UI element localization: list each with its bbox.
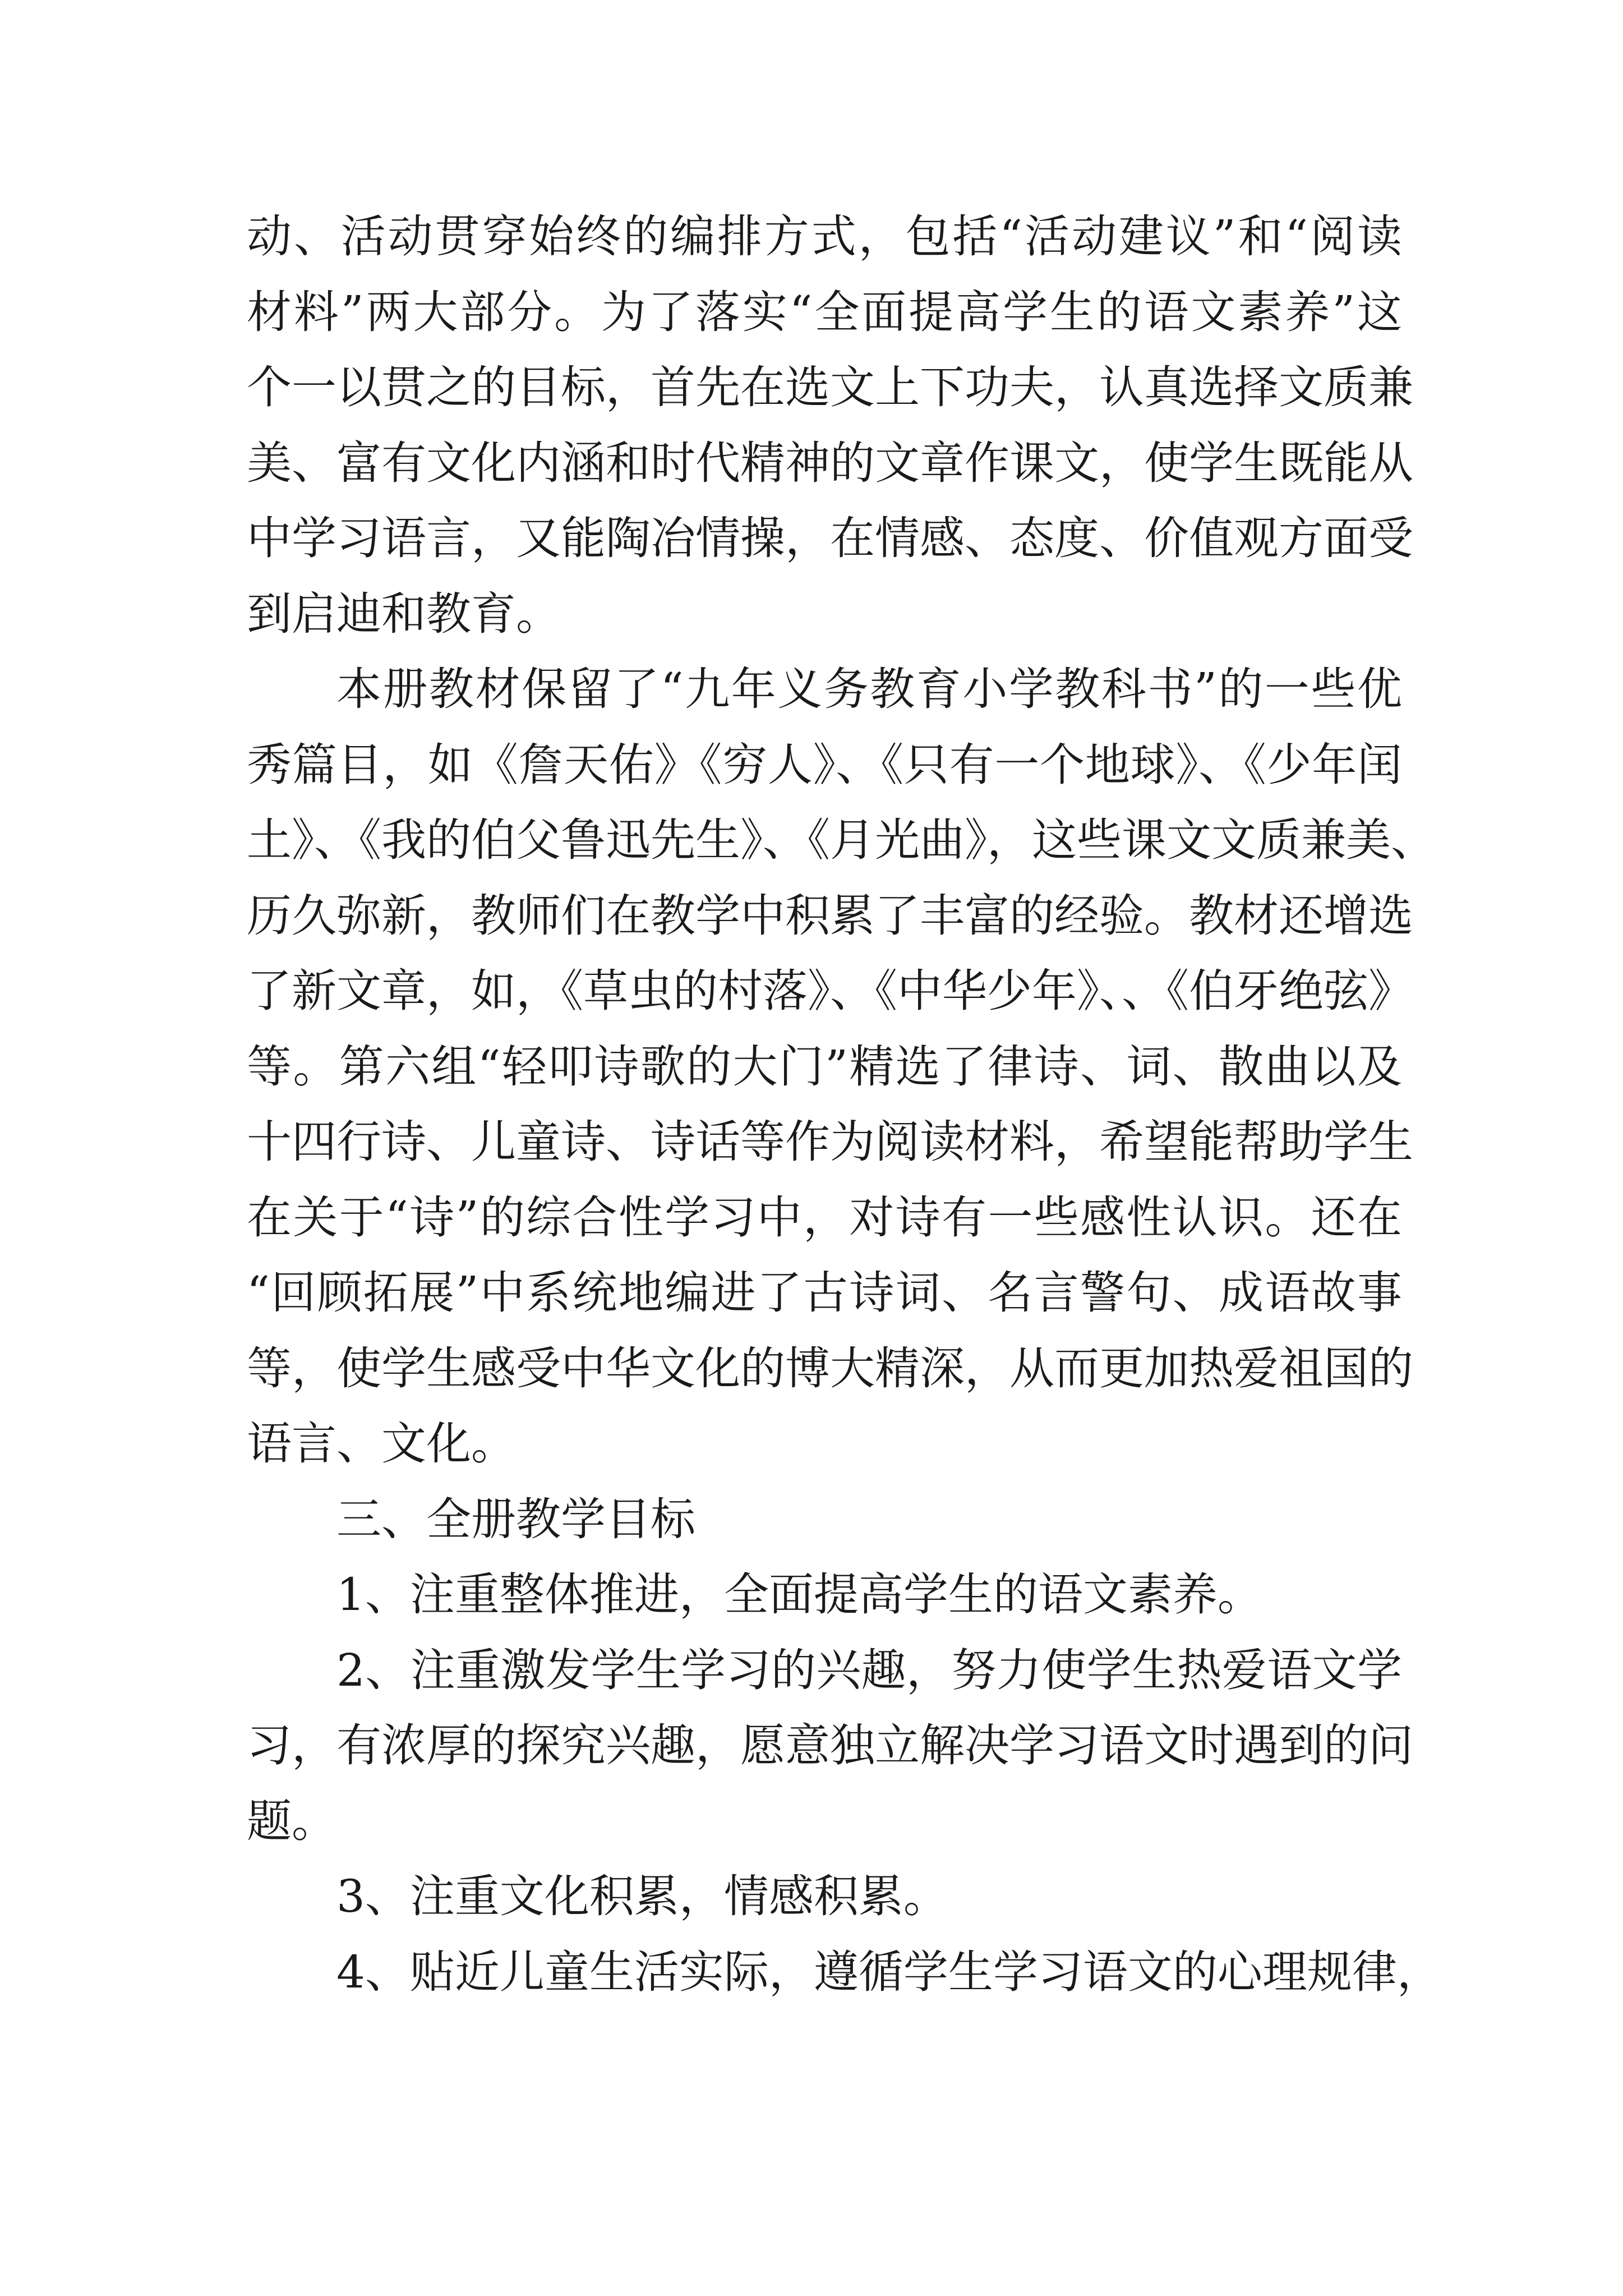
text-line: 十四行诗、儿童诗、诗话等作为阅读材料，希望能帮助学生 bbox=[247, 1116, 1413, 1168]
section-heading: 三、全册教学目标 bbox=[336, 1493, 695, 1545]
text-line: 材料”两大部分。为了落实“全面提高学生的语文素养”这 bbox=[247, 286, 1402, 338]
text-line: 4、贴近儿童生活实际，遵循学生学习语文的心理规律， bbox=[336, 1945, 1442, 1998]
text-line: 题。 bbox=[247, 1795, 336, 1847]
text-line: 个一以贯之的目标，首先在选文上下功夫，认真选择文质兼 bbox=[247, 361, 1413, 413]
goal-item-4 bbox=[247, 1935, 1442, 2010]
text-line: 历久弥新，教师们在教学中积累了丰富的经验。教材还增选 bbox=[247, 889, 1413, 942]
paragraph-arrangement bbox=[247, 199, 1413, 652]
text-line: 了新文章，如，《草虫的村落》、《中华少年》、、《伯牙绝弦》 bbox=[247, 965, 1413, 1017]
text-line: 2、注重激发学生学习的兴趣，努力使学生热爱语文学 bbox=[336, 1644, 1402, 1696]
text-line: 到启迪和教育。 bbox=[247, 587, 561, 640]
text-line: 美、富有文化内涵和时代精神的文章作课文，使学生既能从 bbox=[247, 436, 1413, 489]
text-line: 土》、《我的伯父鲁迅先生》、《月光曲》，这些课文文质兼美、 bbox=[247, 814, 1436, 866]
text-line: 中学习语言，又能陶冶情操，在情感、态度、价值观方面受 bbox=[247, 512, 1413, 564]
text-line: 语言、文化。 bbox=[247, 1418, 516, 1470]
goal-item-3 bbox=[247, 1859, 1402, 1935]
text-line: 等，使学生感受中华文化的博大精深，从而更加热爱祖国的 bbox=[247, 1342, 1413, 1395]
text-line: 等。第六组“轻叩诗歌的大门”精选了律诗、词、散曲以及 bbox=[247, 1040, 1402, 1093]
text-line: 3、注重文化积累，情感积累。 bbox=[336, 1870, 948, 1922]
paragraph-selected-texts bbox=[247, 652, 1436, 1482]
text-line: 1、注重整体推进，全面提高学生的语文素养。 bbox=[336, 1568, 1262, 1621]
text-line: “回顾拓展”中系统地编进了古诗词、名言警句、成语故事 bbox=[247, 1267, 1402, 1319]
goal-item-2 bbox=[247, 1633, 1413, 1860]
goal-item-1 bbox=[247, 1557, 1402, 1633]
text-line: 在关于“诗”的综合性学习中，对诗有一些感性认识。还在 bbox=[247, 1191, 1402, 1244]
text-line: 动、活动贯穿始终的编排方式，包括“活动建议”和“阅读 bbox=[247, 210, 1402, 263]
text-line: 习，有浓厚的探究兴趣，愿意独立解决学习语文时遇到的问 bbox=[247, 1719, 1413, 1772]
text-line: 秀篇目，如《詹天佑》《穷人》、《只有一个地球》、《少年闰 bbox=[247, 738, 1402, 791]
section-heading-teaching-goals bbox=[247, 1482, 1402, 1558]
document-body bbox=[247, 199, 1442, 2010]
text-line: 本册教材保留了“九年义务教育小学教科书”的一些优 bbox=[336, 663, 1402, 715]
